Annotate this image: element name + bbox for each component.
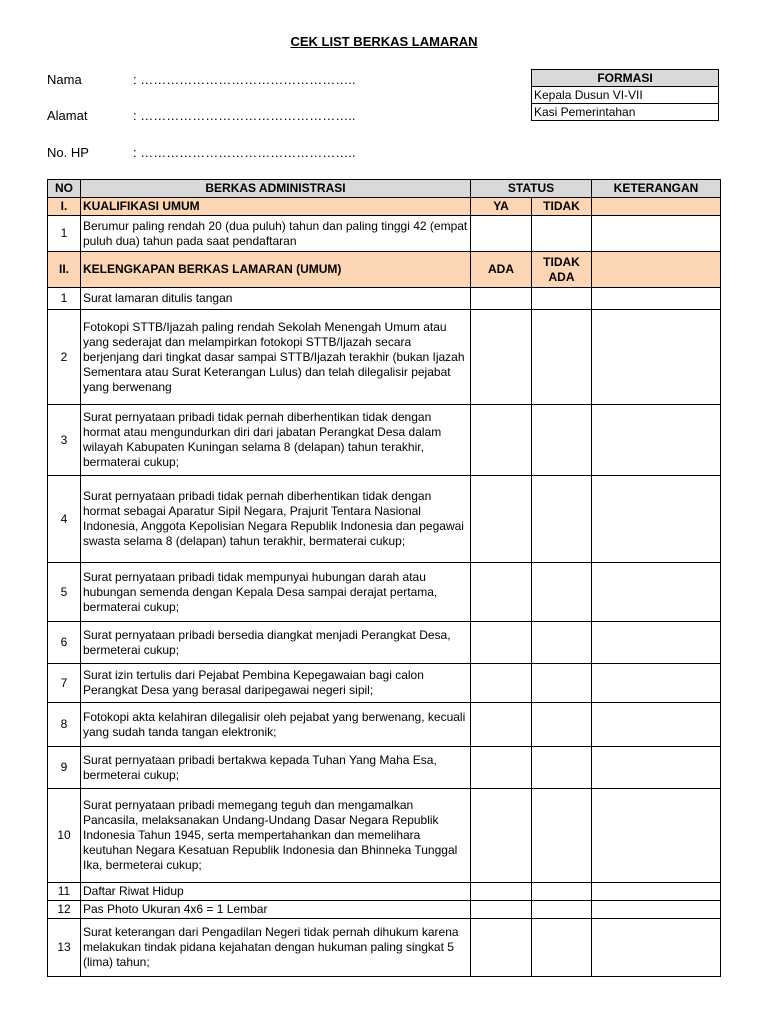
formasi-item: Kasi Pemerintahan (532, 104, 719, 121)
row-no: 5 (48, 563, 81, 622)
keterangan-cell[interactable] (592, 789, 721, 883)
formasi-table (531, 69, 719, 121)
status-ada: ADA (471, 252, 532, 288)
row-text: Surat pernyataan pribadi bertakwa kepada Tuhan Yang Maha Esa, bermeterai cukup; (81, 747, 471, 789)
row-text: Surat pernyataan pribadi bersedia diangkat menjadi Perangkat Desa, bermeterai cukup; (81, 622, 471, 664)
row-no: 10 (48, 789, 81, 883)
status-cell[interactable] (471, 476, 532, 563)
status-cell[interactable] (532, 703, 592, 747)
keterangan-cell[interactable] (592, 476, 721, 563)
keterangan-cell[interactable] (592, 703, 721, 747)
status-cell[interactable] (471, 563, 532, 622)
keterangan-cell[interactable] (592, 901, 721, 919)
section-no: II. (48, 252, 81, 288)
row-no: 3 (48, 405, 81, 476)
row-text: Surat pernyataan pribadi tidak mempunyai hubungan darah atau hubungan semenda dengan Kepala Desa sampai derajat pertama, bermaterai cukup; (81, 563, 471, 622)
field-label: No. HP (47, 145, 89, 160)
row-text: Daftar Riwat Hidup (81, 883, 471, 901)
table-row (48, 405, 721, 476)
keterangan-cell (592, 198, 721, 216)
status-cell[interactable] (471, 747, 532, 789)
keterangan-cell[interactable] (592, 310, 721, 405)
status-cell[interactable] (471, 622, 532, 664)
formasi-item: Kepala Dusun VI-VII (532, 87, 719, 104)
status-cell[interactable] (532, 901, 592, 919)
page-title: CEK LIST BERKAS LAMARAN (290, 34, 478, 49)
status-cell[interactable] (471, 703, 532, 747)
table-row (48, 703, 721, 747)
status-tidak-ada: TIDAK ADA (532, 252, 592, 288)
status-cell[interactable] (471, 901, 532, 919)
table-row (48, 901, 721, 919)
field-value: : ………………………………………….. (133, 108, 356, 123)
row-text: Surat izin tertulis dari Pejabat Pembina Kepegawaian bagi calon Perangkat Desa yang berasal daripegawai negeri sipil; (81, 664, 471, 703)
keterangan-cell[interactable] (592, 216, 721, 252)
status-cell[interactable] (471, 789, 532, 883)
status-cell[interactable] (532, 310, 592, 405)
keterangan-cell[interactable] (592, 622, 721, 664)
table-row (48, 476, 721, 563)
status-cell[interactable] (532, 747, 592, 789)
status-cell[interactable] (532, 789, 592, 883)
table-row (48, 216, 721, 252)
row-text: Pas Photo Ukuran 4x6 = 1 Lembar (81, 901, 471, 919)
keterangan-cell[interactable] (592, 919, 721, 977)
status-cell[interactable] (532, 664, 592, 703)
status-cell[interactable] (532, 476, 592, 563)
row-no: 1 (48, 288, 81, 310)
field-label: Alamat (47, 108, 88, 123)
field-value: : ………………………………………….. (133, 145, 356, 160)
row-no: 12 (48, 901, 81, 919)
table-row (48, 747, 721, 789)
row-text: Fotokopi STTB/Ijazah paling rendah Sekolah Menengah Umum atau yang sederajat dan melampirkan fotokopi STTB/Ijazah secara berjenjang dari tingkat dasar sampai STTB/Ijazah terakhir (bukan Ijazah Sementara atau Surat Keterangan Lulus) dan telah dilegalisir pejabat yang berwenang (81, 310, 471, 405)
row-no: 1 (48, 216, 81, 252)
status-cell[interactable] (532, 216, 592, 252)
field-nama (47, 72, 355, 87)
row-no: 8 (48, 703, 81, 747)
keterangan-cell[interactable] (592, 883, 721, 901)
formasi-header: FORMASI (532, 70, 719, 87)
table-row (48, 288, 721, 310)
row-no: 11 (48, 883, 81, 901)
section-title: KELENGKAPAN BERKAS LAMARAN (UMUM) (81, 252, 471, 288)
section-title: KUALIFIKASI UMUM (81, 198, 471, 216)
status-cell[interactable] (532, 883, 592, 901)
row-no: 13 (48, 919, 81, 977)
header-no: NO (48, 180, 81, 198)
status-cell[interactable] (532, 405, 592, 476)
table-row (48, 789, 721, 883)
row-text: Surat pernyataan pribadi tidak pernah diberhentikan tidak dengan hormat sebagai Aparatur Sipil Negara, Prajurit Tentara Nasional Indonesia, Anggota Kepolisian Negara Republik Indonesia dan pegawai swasta selama 8 (delapan) tahun terakhir, bermaterai cukup; (81, 476, 471, 563)
table-row (48, 883, 721, 901)
status-cell[interactable] (532, 919, 592, 977)
section-no: I. (48, 198, 81, 216)
table-row (48, 563, 721, 622)
status-cell[interactable] (532, 563, 592, 622)
header-status: STATUS (471, 180, 592, 198)
row-no: 9 (48, 747, 81, 789)
keterangan-cell[interactable] (592, 288, 721, 310)
field-label: Nama (47, 72, 82, 87)
row-text: Surat pernyataan pribadi memegang teguh dan mengamalkan Pancasila, melaksanakan Undang-Undang Dasar Negara Republik Indonesia Tahun 1945, serta mempertahankan dan memelihara keutuhan Negara Kesatuan Republik Indonesia dan Bhinneka Tunggal Ika, bermeterai cukup; (81, 789, 471, 883)
row-text: Surat lamaran ditulis tangan (81, 288, 471, 310)
row-text: Surat pernyataan pribadi tidak pernah diberhentikan tidak dengan hormat atau mengundurkan diri dari jabatan Perangkat Desa dalam wilayah Kabupaten Kuningan selama 8 (delapan) tahun terakhir, bermaterai cukup; (81, 405, 471, 476)
table-row (48, 622, 721, 664)
status-tidak: TIDAK (532, 198, 592, 216)
field-value: : ………………………………………….. (133, 72, 356, 87)
status-cell[interactable] (471, 883, 532, 901)
status-ya: YA (471, 198, 532, 216)
status-cell[interactable] (532, 622, 592, 664)
row-no: 4 (48, 476, 81, 563)
status-cell[interactable] (471, 919, 532, 977)
status-cell[interactable] (471, 216, 532, 252)
row-text: Berumur paling rendah 20 (dua puluh) tahun dan paling tinggi 42 (empat puluh dua) tahun pada saat pendaftaran (81, 216, 471, 252)
header-berkas: BERKAS ADMINISTRASI (81, 180, 471, 198)
row-no: 6 (48, 622, 81, 664)
table-row (48, 310, 721, 405)
status-cell[interactable] (471, 288, 532, 310)
status-cell[interactable] (532, 288, 592, 310)
section-row (48, 198, 721, 216)
table-header-row (48, 180, 721, 198)
table-row (48, 664, 721, 703)
keterangan-cell[interactable] (592, 563, 721, 622)
keterangan-cell[interactable] (592, 747, 721, 789)
keterangan-cell[interactable] (592, 664, 721, 703)
section-row (48, 252, 721, 288)
status-cell[interactable] (471, 664, 532, 703)
row-text: Fotokopi akta kelahiran dilegalisir oleh pejabat yang berwenang, kecuali yang sudah tanda tangan elektronik; (81, 703, 471, 747)
checklist-table (47, 179, 721, 977)
status-cell[interactable] (471, 310, 532, 405)
field-no-hp (47, 145, 355, 160)
status-cell[interactable] (471, 405, 532, 476)
row-no: 7 (48, 664, 81, 703)
row-text: Surat keterangan dari Pengadilan Negeri tidak pernah dihukum karena melakukan tindak pidana kejahatan dengan hukuman paling singkat 5 (lima) tahun; (81, 919, 471, 977)
keterangan-cell (592, 252, 721, 288)
field-alamat (47, 108, 355, 123)
table-row (48, 919, 721, 977)
row-no: 2 (48, 310, 81, 405)
header-keterangan: KETERANGAN (592, 180, 721, 198)
keterangan-cell[interactable] (592, 405, 721, 476)
